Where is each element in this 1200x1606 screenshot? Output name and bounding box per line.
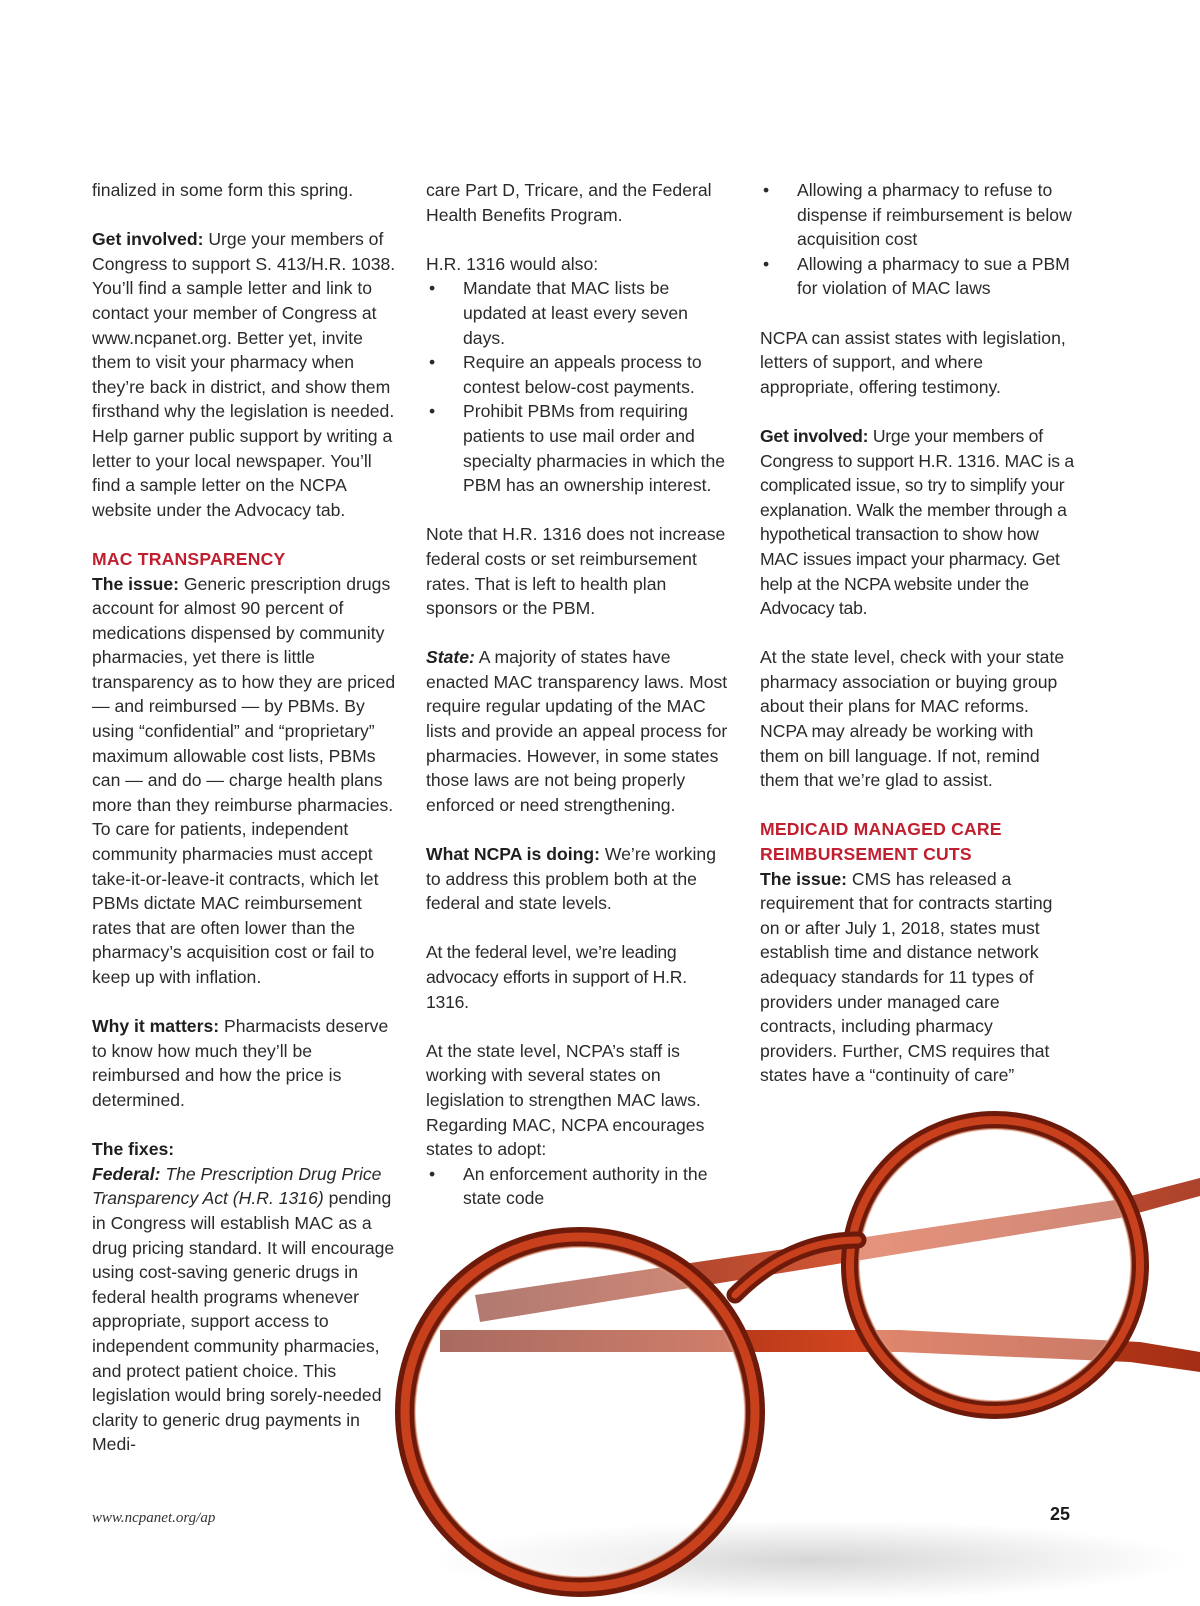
paragraph: Note that H.R. 1316 does not increase federal costs or set reimbursement rates. That is left to health plan sponsors or the PBM.: [426, 524, 726, 619]
list-item: [760, 252, 1074, 301]
paragraph-text: pending in Congress will establish MAC as a drug pricing standard. It will encourage using cost-saving generic drugs in federal health programs whenever appropriate, support access to independent community pharmacies, and protect patient choice. This legislation would bring sorely-needed clarity to generic drug payments in Medi-: [92, 1188, 395, 1455]
list-item: [426, 350, 734, 399]
section-heading: REIMBURSEMENT CUTS: [760, 844, 972, 865]
paragraph: [92, 572, 404, 990]
lead-label: Why it matters:: [92, 1016, 220, 1037]
list-item-text: Mandate that MAC lists be updated at least every seven days.: [463, 278, 688, 348]
list-item-text: An enforcement authority in the state code: [463, 1163, 708, 1209]
bullet-icon: •: [429, 401, 436, 422]
paragraph: H.R. 1316 would also:: [426, 253, 599, 274]
section-heading: MAC TRANSPARENCY: [92, 548, 286, 569]
bullet-list: [426, 276, 734, 497]
column-1: [92, 178, 404, 1457]
paragraph-text: A majority of states have enacted MAC transparency laws. Most require regular updating of the MAC lists and provide an appeal process for pharmacies. However, in some states those laws are not being properly enforced or need strengthening.: [426, 647, 728, 815]
page-number: 25: [1050, 1504, 1071, 1524]
paragraph: [760, 424, 1074, 621]
bullet-icon: •: [429, 1163, 436, 1184]
column-3: [760, 178, 1074, 1088]
section-heading: MEDICAID MANAGED CARE: [760, 819, 1002, 840]
list-item: [426, 276, 734, 350]
act-title: The Prescription Drug Price Transparency Act (H.R. 1316): [92, 1163, 382, 1209]
paragraph-text: Urge your members of Congress to support H.R. 1316. MAC is a complicated issue, so try to simplify your explanation. Walk the member through a hypothetical transaction to show how MAC issues impact your pharmacy. Get help at the NCPA website under the Advocacy tab.: [760, 425, 1074, 619]
lead-label: Get involved:: [760, 425, 869, 446]
lead-label: The issue:: [92, 573, 180, 594]
paragraph: [92, 227, 404, 522]
lead-label: State:: [426, 647, 475, 668]
lead-label: The fixes:: [92, 1139, 175, 1160]
paragraph: [760, 867, 1074, 1088]
paragraph: [92, 1137, 404, 1162]
paragraph: NCPA can assist states with legislation, letters of support, and where appropriate, offering testimony.: [760, 327, 1066, 397]
list-item-text: Require an appeals process to contest below-cost payments.: [463, 352, 702, 397]
paragraph-text: Generic prescription drugs account for almost 90 percent of medications dispensed by community pharmacies, yet there is little transparency as to how they are priced — and reimbursed — by PBMs. By using “confidential” and “proprietary” maximum allowable cost lists, PBMs can — and do — charge health plans more than they reimburse pharmacies. To care for patients, independent community pharmacies must accept take-it-or-leave-it contracts, which let PBMs dictate MAC reimbursement rates that are often lower than the pharmacy’s acquisition cost or fail to keep up with inflation.: [92, 573, 396, 987]
eyeglasses-image: [380, 1090, 1200, 1606]
list-item-text: Allowing a pharmacy to refuse to dispense if reimbursement is below acquisition cost: [797, 180, 1072, 250]
paragraph: care Part D, Tricare, and the Federal Health Benefits Program.: [426, 180, 712, 225]
paragraph-text: We’re working to address this problem both at the federal and state levels.: [426, 844, 716, 914]
bullet-icon: •: [763, 180, 770, 200]
paragraph-text: CMS has released a requirement that for contracts starting on or after July 1, 2018, states must establish time and distance network adequacy standards for 11 types of providers under managed care contracts, including pharmacy providers. Further, CMS requires that states have a “continuity of care”: [760, 868, 1053, 1086]
lead-label: The issue:: [760, 868, 848, 889]
paragraph: [92, 1162, 404, 1457]
bullet-icon: •: [429, 352, 436, 373]
footer-url: www.ncpanet.org/ap: [92, 1510, 216, 1526]
paragraph-text: Pharmacists deserve to know how much they’ll be reimbursed and how the price is determined.: [92, 1016, 389, 1110]
paragraph: At the state level, check with your state pharmacy association or buying group about their plans for MAC reforms. NCPA may already be working with them on bill language. If not, remind them that we’re glad to assist.: [760, 647, 1065, 791]
paragraph: [426, 645, 734, 817]
list-item: [426, 399, 734, 497]
paragraph: At the federal level, we’re leading advocacy efforts in support of H.R. 1316.: [426, 942, 687, 1012]
lead-label: Federal:: [92, 1163, 161, 1184]
list-item-text: Prohibit PBMs from requiring patients to use mail order and specialty pharmacies in which the PBM has an ownership interest.: [463, 401, 726, 496]
lead-label: What NCPA is doing:: [426, 844, 600, 865]
paragraph: [92, 1014, 404, 1112]
paragraph: finalized in some form this spring.: [92, 180, 354, 200]
paragraph-text: Urge your members of Congress to support S. 413/H.R. 1038. You’ll find a sample letter and link to contact your member of Congress at www.ncpanet.org. Better yet, invite them to visit your pharmacy when they’re back in district, and show them firsthand why the legislation is needed. Help garner public support by writing a letter to your local newspaper. You’ll find a sample letter on the NCPA website under the Advocacy tab.: [92, 229, 396, 520]
bullet-icon: •: [763, 253, 770, 274]
paragraph: At the state level, NCPA’s staff is working with several states on legislation to strengthen MAC laws. Regarding MAC, NCPA encourages states to adopt:: [426, 1040, 705, 1160]
list-item: [760, 178, 1074, 252]
lead-label: Get involved:: [92, 229, 204, 250]
bullet-list: [760, 178, 1074, 301]
bullet-icon: •: [429, 278, 436, 299]
column-2: [426, 178, 734, 1211]
list-item-text: Allowing a pharmacy to sue a PBM for violation of MAC laws: [797, 253, 1070, 299]
paragraph: [426, 842, 734, 916]
